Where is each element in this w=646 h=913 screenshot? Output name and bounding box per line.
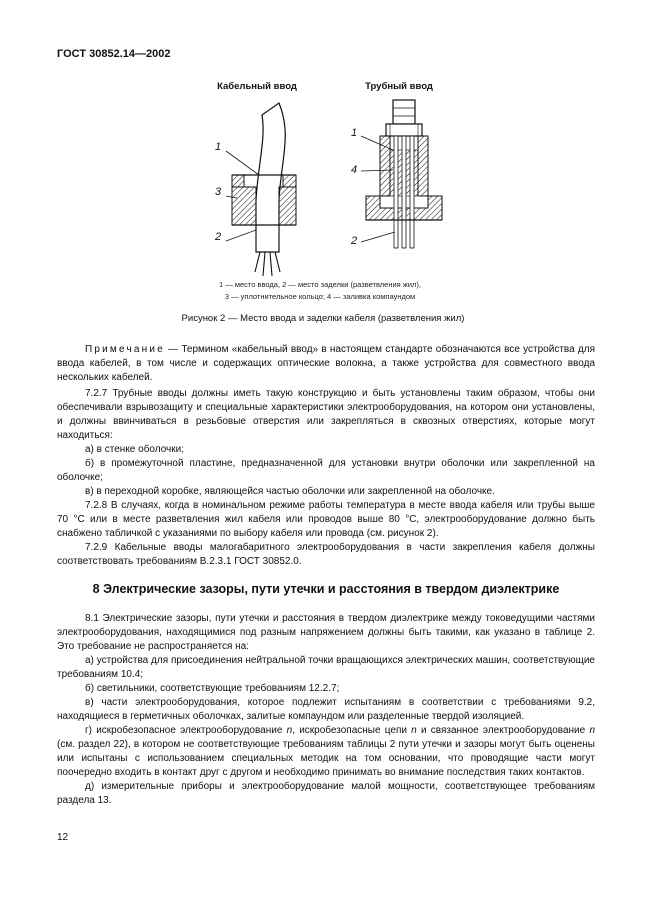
callout-left-2: 2 xyxy=(215,231,222,243)
figure-legend-line-2: 3 — уплотнительное кольцо; 4 — заливка компаундом xyxy=(224,292,416,301)
paragraph-7-2-7: 7.2.7 Трубные вводы должны иметь такую конструкцию и быть установлены таким образом, чтобы они обеспечивали взрывозащиту и специальные характеристики электрооборудования, на котором они установлены, и должны ввинчиваться в резьбовые отверстия или закрепляться в сквозных отверстиях, которые могут находиться: xyxy=(57,388,595,441)
cable-gland-drawing xyxy=(214,103,296,276)
page-number: 12 xyxy=(57,832,69,843)
callout-right-1: 1 xyxy=(351,127,358,139)
figure-caption: Рисунок 2 — Место ввода и заделки кабеля (разветвления жил) xyxy=(181,313,465,324)
g-italic-n-3: n xyxy=(589,725,595,736)
figure-right-title: Трубный ввод xyxy=(365,81,433,92)
note-paragraph xyxy=(57,343,595,385)
g-italic-n-1: n xyxy=(286,725,293,736)
list-item-8-1-d: д) измерительные приборы и электрооборудование малой мощности, соответствующее требованиям раздела 13. xyxy=(57,781,595,806)
paragraph-7-2-9: 7.2.9 Кабельные вводы малогабаритного электрооборудования в части закрепления кабеля должны соответствовать требованиям В.2.3.1 ГОСТ 30852.0. xyxy=(57,542,595,567)
callout-right-2: 2 xyxy=(351,235,358,247)
g-text-1: г) искробезопасное электрооборудование xyxy=(85,725,287,736)
callout-left-3: 3 xyxy=(215,186,222,198)
document-header: ГОСТ 30852.14—2002 xyxy=(57,48,171,60)
callout-right-4: 4 xyxy=(351,164,358,176)
g-text-3: и связанное электрооборудование xyxy=(416,725,590,736)
list-item-8-1-b: б) светильники, соответствующие требованиям 12.2.7; xyxy=(85,683,340,694)
paragraph-7-2-8: 7.2.8 В случаях, когда в номинальном режиме работы температура в месте ввода кабеля или трубы выше 70 °С или в месте разветвления жил кабеля или проводов выше 80 °С, электрооборудование должно быть снабжено табличкой с указаниями по выбору кабеля или провода (см. рисунок 2). xyxy=(57,500,595,539)
section-8-title: 8 Электрические зазоры, пути утечки и расстояния в твердом диэлектрике xyxy=(92,582,560,596)
figure-left-title: Кабельный ввод xyxy=(217,81,297,92)
list-item-8-1-c: в) части электрооборудования, которое подлежит испытаниям в соответствии с требованиями 9.2, находящиеся в герметичных оболочках, залитые компаундом или разделенные твердой изоляцией. xyxy=(57,697,595,722)
figure-legend-line-1: 1 — место ввода, 2 — место заделки (разветвления жил), xyxy=(219,280,421,289)
g-italic-n-2: n xyxy=(411,725,417,736)
note-label: Примечание xyxy=(85,344,165,355)
text-block-section-8 xyxy=(57,612,595,808)
list-item-7-2-7-a: а) в стенке оболочки; xyxy=(85,444,185,455)
text-block-upper xyxy=(57,343,595,569)
note-text: — Термином «кабельный ввод» в настоящем стандарте обозначаются все устройства для ввода кабелей, в том числе и содержащих оптические волокна, а также устройства для совместного ввода нескольких кабелей. xyxy=(57,344,595,383)
list-item-7-2-7-c: в) в переходной коробке, являющейся частью оболочки или закрепленной на оболочке. xyxy=(85,486,495,497)
g-text-4: (см. раздел 22), в котором не соответствующие требованиям таблицы 2 пути утечки и зазоры могут быть оценены или испытаны с использованием специальных методик на том основании, что проводящие части могут поочередно входить в контакт друг с другом и необходимо принимать во внимание последствия таких контактов. xyxy=(57,739,595,778)
list-item-7-2-7-b: б) в промежуточной пластине, предназначенной для установки внутри оболочки или закрепленной на оболочке; xyxy=(57,458,595,483)
g-text-2: , искробезопасные цепи xyxy=(292,725,412,736)
list-item-8-1-g xyxy=(57,724,595,780)
paragraph-8-1: 8.1 Электрические зазоры, пути утечки и расстояния в твердом диэлектрике между токоведущими частями электрооборудования, находящимися под разным напряжением должны быть такими, как указано в таблице 2. Это требование не распространяется на: xyxy=(57,613,595,652)
conduit-entry-drawing xyxy=(350,100,442,248)
callout-left-1: 1 xyxy=(215,141,222,153)
list-item-8-1-a: а) устройства для присоединения нейтральной точки вращающихся электрических машин, соответствующие требованиям 10.4; xyxy=(57,655,595,680)
